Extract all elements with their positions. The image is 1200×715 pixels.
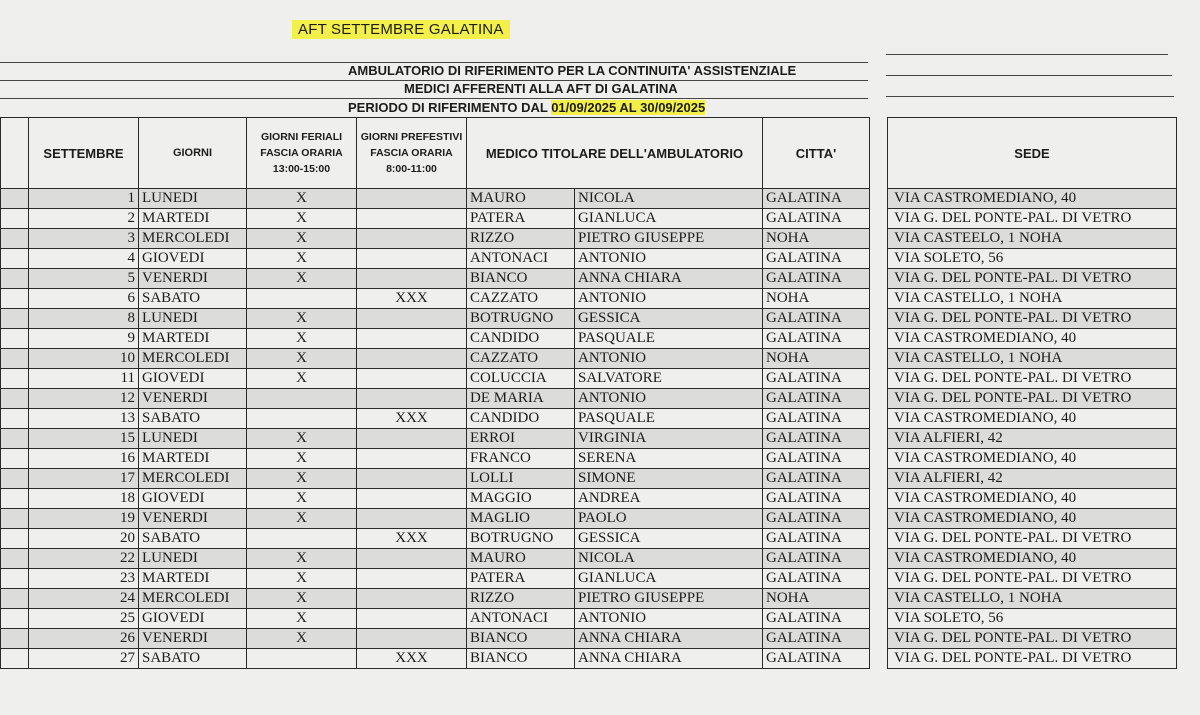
document-title: AFT SETTEMBRE GALATINA — [292, 20, 510, 39]
day-number-cell: 23 — [29, 569, 139, 589]
city-cell: GALATINA — [763, 629, 870, 649]
day-name-cell: MERCOLEDI — [139, 589, 247, 609]
table-row — [1, 409, 870, 429]
sede-row — [888, 389, 1177, 409]
day-name-cell: GIOVEDI — [139, 249, 247, 269]
day-name-cell: MARTEDI — [139, 569, 247, 589]
day-name-cell: SABATO — [139, 649, 247, 669]
doctor-name-cell: VIRGINIA — [575, 429, 763, 449]
day-number-cell: 22 — [29, 549, 139, 569]
sede-row — [888, 449, 1177, 469]
sede-cell: VIA G. DEL PONTE-PAL. DI VETRO — [888, 369, 1177, 389]
prefestivi-mark-cell — [357, 569, 467, 589]
doctor-name-cell: PIETRO GIUSEPPE — [575, 589, 763, 609]
table-row — [1, 629, 870, 649]
period-to: 30/09/2025 — [640, 100, 706, 115]
doctor-surname-cell: ANTONACI — [467, 609, 575, 629]
doctor-name-cell: PASQUALE — [575, 409, 763, 429]
city-cell: GALATINA — [763, 369, 870, 389]
sede-cell: VIA CASTELLO, 1 NOHA — [888, 349, 1177, 369]
doctor-surname-cell: DE MARIA — [467, 389, 575, 409]
day-number-cell: 16 — [29, 449, 139, 469]
day-number-cell: 15 — [29, 429, 139, 449]
col-feriali: GIORNI FERIALI FASCIA ORARIA 13:00-15:00 — [247, 118, 357, 189]
blank-cell — [1, 329, 29, 349]
table-row — [1, 529, 870, 549]
feriali-mark-cell — [247, 389, 357, 409]
header-rule — [886, 54, 1168, 55]
table-row — [1, 369, 870, 389]
sede-row — [888, 349, 1177, 369]
blank-cell — [1, 489, 29, 509]
blank-cell — [1, 589, 29, 609]
blank-cell — [1, 369, 29, 389]
sede-row — [888, 589, 1177, 609]
city-cell: GALATINA — [763, 189, 870, 209]
blank-cell — [1, 249, 29, 269]
col-sede: SEDE — [888, 118, 1177, 189]
day-number-cell: 25 — [29, 609, 139, 629]
doctor-name-cell: GESSICA — [575, 529, 763, 549]
doctor-surname-cell: BIANCO — [467, 629, 575, 649]
doctor-surname-cell: MAURO — [467, 549, 575, 569]
day-number-cell: 19 — [29, 509, 139, 529]
blank-cell — [1, 389, 29, 409]
doctor-name-cell: ANNA CHIARA — [575, 629, 763, 649]
city-cell: GALATINA — [763, 309, 870, 329]
sede-cell: VIA CASTEELO, 1 NOHA — [888, 229, 1177, 249]
prefestivi-mark-cell: XXX — [357, 529, 467, 549]
table-row — [1, 189, 870, 209]
table-row — [1, 469, 870, 489]
doctor-surname-cell: PATERA — [467, 569, 575, 589]
doctor-name-cell: ANTONIO — [575, 609, 763, 629]
sede-cell: VIA ALFIERI, 42 — [888, 429, 1177, 449]
col-medico: MEDICO TITOLARE DELL'AMBULATORIO — [467, 118, 763, 189]
sede-cell: VIA CASTROMEDIANO, 40 — [888, 409, 1177, 429]
table-row — [1, 389, 870, 409]
doctor-surname-cell: RIZZO — [467, 229, 575, 249]
doctor-surname-cell: MAURO — [467, 189, 575, 209]
day-number-cell: 20 — [29, 529, 139, 549]
doctor-surname-cell: BOTRUGNO — [467, 309, 575, 329]
blank-cell — [1, 309, 29, 329]
prefestivi-mark-cell — [357, 209, 467, 229]
sede-row — [888, 209, 1177, 229]
doctor-surname-cell: PATERA — [467, 209, 575, 229]
feriali-mark-cell: X — [247, 209, 357, 229]
prefestivi-mark-cell — [357, 269, 467, 289]
sede-row — [888, 409, 1177, 429]
prefestivi-mark-cell — [357, 189, 467, 209]
prefestivi-mark-cell: XXX — [357, 409, 467, 429]
feriali-mark-cell: X — [247, 269, 357, 289]
doctor-surname-cell: CANDIDO — [467, 329, 575, 349]
table-row — [1, 429, 870, 449]
day-number-cell: 8 — [29, 309, 139, 329]
sede-row — [888, 549, 1177, 569]
feriali-mark-cell: X — [247, 349, 357, 369]
prefestivi-mark-cell — [357, 589, 467, 609]
feriali-mark-cell: X — [247, 369, 357, 389]
blank-cell — [1, 269, 29, 289]
doctor-name-cell: GIANLUCA — [575, 569, 763, 589]
doctor-surname-cell: COLUCCIA — [467, 369, 575, 389]
period-mid: AL — [616, 100, 641, 115]
sede-cell: VIA G. DEL PONTE-PAL. DI VETRO — [888, 629, 1177, 649]
city-cell: GALATINA — [763, 489, 870, 509]
day-name-cell: SABATO — [139, 409, 247, 429]
day-name-cell: MERCOLEDI — [139, 349, 247, 369]
prefestivi-mark-cell — [357, 309, 467, 329]
day-number-cell: 4 — [29, 249, 139, 269]
doctor-name-cell: ANTONIO — [575, 349, 763, 369]
city-cell: GALATINA — [763, 529, 870, 549]
table-row — [1, 269, 870, 289]
day-number-cell: 24 — [29, 589, 139, 609]
sede-table — [887, 117, 1177, 669]
doctor-name-cell: ANDREA — [575, 489, 763, 509]
table-row — [1, 509, 870, 529]
city-cell: GALATINA — [763, 269, 870, 289]
blank-cell — [1, 349, 29, 369]
sede-row — [888, 509, 1177, 529]
day-name-cell: GIOVEDI — [139, 369, 247, 389]
blank-cell — [1, 609, 29, 629]
feriali-mark-cell: X — [247, 329, 357, 349]
header-rule — [886, 96, 1174, 97]
prefestivi-mark-cell — [357, 509, 467, 529]
sede-row — [888, 489, 1177, 509]
city-cell: GALATINA — [763, 249, 870, 269]
feriali-mark-cell: X — [247, 629, 357, 649]
prefestivi-mark-cell: XXX — [357, 649, 467, 669]
sede-row — [888, 229, 1177, 249]
feriali-mark-cell: X — [247, 509, 357, 529]
sede-row — [888, 469, 1177, 489]
table-row — [1, 249, 870, 269]
sede-cell: VIA SOLETO, 56 — [888, 249, 1177, 269]
day-name-cell: LUNEDI — [139, 189, 247, 209]
doctor-name-cell: GESSICA — [575, 309, 763, 329]
city-cell: NOHA — [763, 229, 870, 249]
blank-cell — [1, 409, 29, 429]
sede-cell: VIA CASTROMEDIANO, 40 — [888, 189, 1177, 209]
schedule-table — [0, 117, 870, 669]
feriali-mark-cell — [247, 409, 357, 429]
blank-cell — [1, 649, 29, 669]
feriali-mark-cell: X — [247, 589, 357, 609]
doctor-surname-cell: CANDIDO — [467, 409, 575, 429]
sede-row — [888, 189, 1177, 209]
day-number-cell: 26 — [29, 629, 139, 649]
doctor-surname-cell: RIZZO — [467, 589, 575, 609]
day-name-cell: VENERDI — [139, 509, 247, 529]
prefestivi-mark-cell — [357, 469, 467, 489]
feriali-mark-cell: X — [247, 309, 357, 329]
col-citta: CITTA' — [763, 118, 870, 189]
prefestivi-mark-cell — [357, 349, 467, 369]
day-name-cell: VENERDI — [139, 389, 247, 409]
day-number-cell: 2 — [29, 209, 139, 229]
table-row — [1, 209, 870, 229]
prefestivi-mark-cell — [357, 329, 467, 349]
doctor-surname-cell: LOLLI — [467, 469, 575, 489]
blank-cell — [1, 229, 29, 249]
table-row — [1, 649, 870, 669]
header-row — [1, 118, 870, 189]
doctor-surname-cell: FRANCO — [467, 449, 575, 469]
blank-cell — [1, 569, 29, 589]
table-row — [1, 289, 870, 309]
day-name-cell: GIOVEDI — [139, 609, 247, 629]
blank-cell — [1, 529, 29, 549]
day-name-cell: GIOVEDI — [139, 489, 247, 509]
sede-cell: VIA CASTROMEDIANO, 40 — [888, 549, 1177, 569]
doctor-surname-cell: BIANCO — [467, 649, 575, 669]
sede-row — [888, 629, 1177, 649]
sede-row — [888, 569, 1177, 589]
doctor-name-cell: ANNA CHIARA — [575, 269, 763, 289]
sede-cell: VIA G. DEL PONTE-PAL. DI VETRO — [888, 529, 1177, 549]
sede-cell: VIA G. DEL PONTE-PAL. DI VETRO — [888, 649, 1177, 669]
day-number-cell: 1 — [29, 189, 139, 209]
feriali-mark-cell: X — [247, 469, 357, 489]
sede-cell: VIA CASTROMEDIANO, 40 — [888, 489, 1177, 509]
col-prefestivi: GIORNI PREFESTIVI FASCIA ORARIA 8:00-11:00 — [357, 118, 467, 189]
city-cell: GALATINA — [763, 509, 870, 529]
doctor-surname-cell: ANTONACI — [467, 249, 575, 269]
city-cell: NOHA — [763, 349, 870, 369]
doctor-name-cell: NICOLA — [575, 189, 763, 209]
sede-cell: VIA CASTELLO, 1 NOHA — [888, 589, 1177, 609]
period-from: 01/09/2025 — [551, 100, 617, 115]
col-blank — [1, 118, 29, 189]
header-rule — [0, 98, 868, 99]
prefestivi-mark-cell — [357, 389, 467, 409]
feriali-mark-cell: X — [247, 549, 357, 569]
blank-cell — [1, 509, 29, 529]
table-row — [1, 569, 870, 589]
table-row — [1, 549, 870, 569]
city-cell: GALATINA — [763, 549, 870, 569]
sede-cell: VIA ALFIERI, 42 — [888, 469, 1177, 489]
day-name-cell: SABATO — [139, 529, 247, 549]
doctor-surname-cell: CAZZATO — [467, 349, 575, 369]
city-cell: GALATINA — [763, 449, 870, 469]
doctor-name-cell: ANTONIO — [575, 389, 763, 409]
day-number-cell: 17 — [29, 469, 139, 489]
day-name-cell: LUNEDI — [139, 429, 247, 449]
prefestivi-mark-cell — [357, 429, 467, 449]
day-number-cell: 13 — [29, 409, 139, 429]
prefestivi-mark-cell — [357, 449, 467, 469]
doctor-surname-cell: BIANCO — [467, 269, 575, 289]
header-rule — [886, 75, 1172, 76]
sede-row — [888, 369, 1177, 389]
sede-row — [888, 269, 1177, 289]
day-number-cell: 6 — [29, 289, 139, 309]
sede-cell: VIA G. DEL PONTE-PAL. DI VETRO — [888, 309, 1177, 329]
doctor-name-cell: PAOLO — [575, 509, 763, 529]
doctor-name-cell: ANNA CHIARA — [575, 649, 763, 669]
city-cell: GALATINA — [763, 409, 870, 429]
day-number-cell: 5 — [29, 269, 139, 289]
doctor-surname-cell: MAGLIO — [467, 509, 575, 529]
sede-row — [888, 309, 1177, 329]
city-cell: GALATINA — [763, 649, 870, 669]
day-name-cell: VENERDI — [139, 269, 247, 289]
city-cell: NOHA — [763, 589, 870, 609]
blank-cell — [1, 289, 29, 309]
feriali-mark-cell: X — [247, 569, 357, 589]
prefestivi-mark-cell — [357, 609, 467, 629]
header-line-2: MEDICI AFFERENTI ALLA AFT DI GALATINA — [404, 81, 678, 96]
table-row — [1, 329, 870, 349]
day-name-cell: MARTEDI — [139, 209, 247, 229]
day-number-cell: 27 — [29, 649, 139, 669]
sede-row — [888, 429, 1177, 449]
prefestivi-mark-cell — [357, 369, 467, 389]
feriali-mark-cell: X — [247, 229, 357, 249]
sede-cell: VIA CASTROMEDIANO, 40 — [888, 329, 1177, 349]
sede-cell: VIA CASTROMEDIANO, 40 — [888, 449, 1177, 469]
feriali-mark-cell — [247, 529, 357, 549]
prefestivi-mark-cell — [357, 629, 467, 649]
table-row — [1, 489, 870, 509]
doctor-surname-cell: CAZZATO — [467, 289, 575, 309]
blank-cell — [1, 209, 29, 229]
sede-cell: VIA G. DEL PONTE-PAL. DI VETRO — [888, 569, 1177, 589]
sede-cell: VIA SOLETO, 56 — [888, 609, 1177, 629]
city-cell: GALATINA — [763, 209, 870, 229]
header-line-3 — [348, 100, 705, 115]
day-number-cell: 11 — [29, 369, 139, 389]
day-number-cell: 18 — [29, 489, 139, 509]
doctor-name-cell: PIETRO GIUSEPPE — [575, 229, 763, 249]
sede-row — [888, 289, 1177, 309]
feriali-mark-cell — [247, 649, 357, 669]
doctor-name-cell: PASQUALE — [575, 329, 763, 349]
prefestivi-mark-cell — [357, 489, 467, 509]
sede-row — [888, 249, 1177, 269]
blank-cell — [1, 429, 29, 449]
feriali-mark-cell: X — [247, 189, 357, 209]
prefestivi-mark-cell: XXX — [357, 289, 467, 309]
day-name-cell: LUNEDI — [139, 309, 247, 329]
col-settembre: SETTEMBRE — [29, 118, 139, 189]
sede-cell: VIA CASTROMEDIANO, 40 — [888, 509, 1177, 529]
doctor-name-cell: NICOLA — [575, 549, 763, 569]
sede-cell: VIA CASTELLO, 1 NOHA — [888, 289, 1177, 309]
blank-cell — [1, 469, 29, 489]
doctor-name-cell: SIMONE — [575, 469, 763, 489]
day-number-cell: 12 — [29, 389, 139, 409]
day-name-cell: LUNEDI — [139, 549, 247, 569]
feriali-mark-cell: X — [247, 429, 357, 449]
sede-row — [888, 649, 1177, 669]
doctor-name-cell: SALVATORE — [575, 369, 763, 389]
day-number-cell: 3 — [29, 229, 139, 249]
day-number-cell: 10 — [29, 349, 139, 369]
city-cell: GALATINA — [763, 429, 870, 449]
period-prefix: PERIODO DI RIFERIMENTO DAL — [348, 100, 552, 115]
col-giorni: GIORNI — [139, 118, 247, 189]
city-cell: GALATINA — [763, 329, 870, 349]
table-row — [1, 589, 870, 609]
prefestivi-mark-cell — [357, 549, 467, 569]
blank-cell — [1, 449, 29, 469]
doctor-name-cell: GIANLUCA — [575, 209, 763, 229]
feriali-mark-cell: X — [247, 489, 357, 509]
blank-cell — [1, 629, 29, 649]
day-name-cell: MARTEDI — [139, 329, 247, 349]
blank-cell — [1, 189, 29, 209]
table-row — [1, 449, 870, 469]
city-cell: GALATINA — [763, 389, 870, 409]
doctor-name-cell: ANTONIO — [575, 249, 763, 269]
day-name-cell: SABATO — [139, 289, 247, 309]
table-row — [1, 609, 870, 629]
prefestivi-mark-cell — [357, 229, 467, 249]
city-cell: GALATINA — [763, 569, 870, 589]
day-name-cell: MERCOLEDI — [139, 469, 247, 489]
city-cell: NOHA — [763, 289, 870, 309]
sede-cell: VIA G. DEL PONTE-PAL. DI VETRO — [888, 209, 1177, 229]
city-cell: GALATINA — [763, 609, 870, 629]
table-row — [1, 229, 870, 249]
doctor-surname-cell: ERROI — [467, 429, 575, 449]
sede-cell: VIA G. DEL PONTE-PAL. DI VETRO — [888, 269, 1177, 289]
sede-row — [888, 329, 1177, 349]
feriali-mark-cell: X — [247, 449, 357, 469]
doctor-name-cell: SERENA — [575, 449, 763, 469]
city-cell: GALATINA — [763, 469, 870, 489]
feriali-mark-cell: X — [247, 249, 357, 269]
day-name-cell: MERCOLEDI — [139, 229, 247, 249]
sede-row — [888, 529, 1177, 549]
sede-row — [888, 609, 1177, 629]
day-name-cell: MARTEDI — [139, 449, 247, 469]
doctor-surname-cell: BOTRUGNO — [467, 529, 575, 549]
table-row — [1, 309, 870, 329]
day-name-cell: VENERDI — [139, 629, 247, 649]
doctor-name-cell: ANTONIO — [575, 289, 763, 309]
sede-header-row — [888, 118, 1177, 189]
doctor-surname-cell: MAGGIO — [467, 489, 575, 509]
prefestivi-mark-cell — [357, 249, 467, 269]
table-row — [1, 349, 870, 369]
blank-cell — [1, 549, 29, 569]
feriali-mark-cell — [247, 289, 357, 309]
sede-cell: VIA G. DEL PONTE-PAL. DI VETRO — [888, 389, 1177, 409]
feriali-mark-cell: X — [247, 609, 357, 629]
day-number-cell: 9 — [29, 329, 139, 349]
header-line-1: AMBULATORIO DI RIFERIMENTO PER LA CONTINUITA' ASSISTENZIALE — [348, 63, 797, 78]
